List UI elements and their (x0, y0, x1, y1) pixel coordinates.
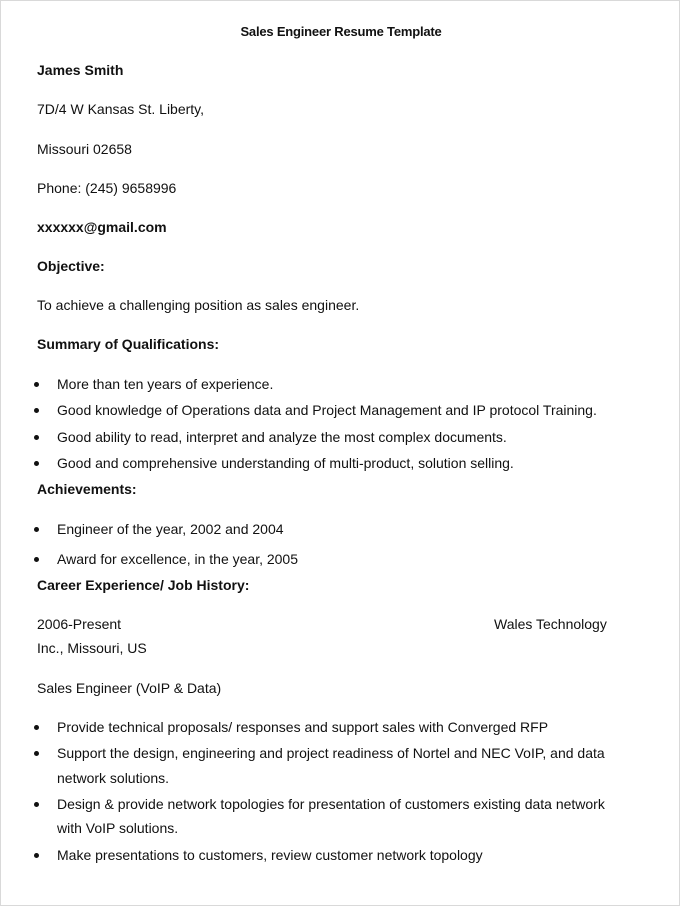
list-item-text: Make presentations to customers, review customer network topology (57, 847, 483, 863)
bullet-icon (34, 725, 39, 730)
job-period: 2006-Present (37, 616, 122, 632)
list-item-text-continued: with VoIP solutions. (57, 820, 179, 836)
list-item-text: Good and comprehensive understanding of multi-product, solution selling. (57, 455, 514, 471)
bullet-icon (34, 461, 39, 466)
list-item-text: Provide technical proposals/ responses and support sales with Converged RFP (57, 719, 549, 735)
list-item-text: Good ability to read, interpret and analyze the most complex documents. (57, 429, 507, 445)
bullet-icon (34, 853, 39, 858)
career-heading: Career Experience/ Job History: (37, 577, 250, 593)
list-item-text: Engineer of the year, 2002 and 2004 (57, 521, 284, 537)
bullet-icon (34, 751, 39, 756)
bullet-icon (34, 802, 39, 807)
company-location: Inc., Missouri, US (37, 640, 147, 656)
address-line-2: Missouri 02658 (37, 141, 132, 157)
bullet-icon (34, 435, 39, 440)
job-role: Sales Engineer (VoIP & Data) (37, 680, 222, 696)
bullet-icon (34, 557, 39, 562)
document-title: Sales Engineer Resume Template (240, 24, 442, 39)
list-item-text-continued: network solutions. (57, 770, 170, 786)
qualifications-heading: Summary of Qualifications: (37, 336, 220, 352)
bullet-icon (34, 382, 39, 387)
list-item-text: Design & provide network topologies for presentation of customers existing data network (57, 796, 605, 812)
bullet-icon (34, 527, 39, 532)
achievements-heading: Achievements: (37, 481, 137, 497)
list-item-text: Good knowledge of Operations data and Project Management and IP protocol Training. (57, 402, 597, 418)
list-item-text: Award for excellence, in the year, 2005 (57, 551, 299, 567)
phone: Phone: (245) 9658996 (37, 180, 177, 196)
objective-heading: Objective: (37, 258, 105, 274)
bullet-icon (34, 408, 39, 413)
list-item-text: Support the design, engineering and project readiness of Nortel and NEC VoIP, and data (57, 745, 605, 761)
email: xxxxxx@gmail.com (37, 219, 167, 235)
address-line-1: 7D/4 W Kansas St. Liberty, (37, 101, 205, 117)
objective-text: To achieve a challenging position as sales engineer. (37, 297, 360, 313)
company-name: Wales Technology (494, 616, 607, 632)
list-item-text: More than ten years of experience. (57, 376, 274, 392)
candidate-name: James Smith (37, 62, 124, 78)
